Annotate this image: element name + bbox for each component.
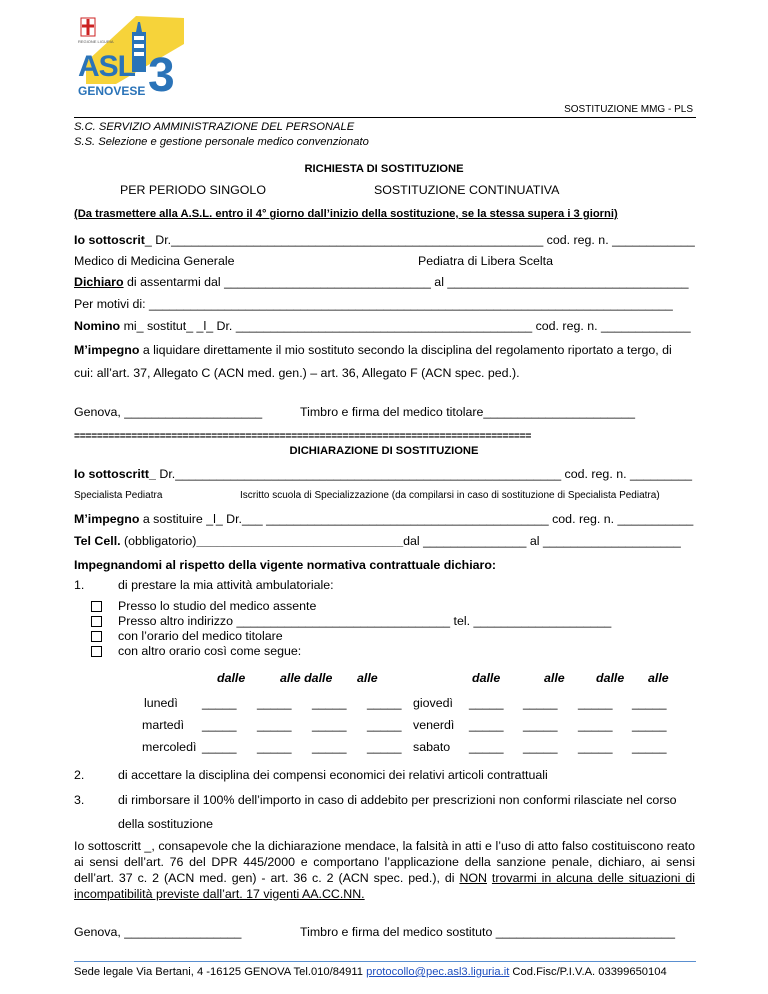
sched-head-dalle-3: dalle <box>472 671 501 685</box>
substitute-line: Io sottoscritt_ Dr.________________________________________________________ cod. reg. n. _________ <box>74 467 693 481</box>
absence-line: Dichiaro di assentarmi dal ______________________________ al ___________________________________ <box>74 275 689 289</box>
footer-rule <box>74 961 696 962</box>
blank-field[interactable]: _____ <box>523 696 558 710</box>
item-3-number: 3. <box>74 793 85 807</box>
requester-line: Io sottoscrit_ Dr.______________________________________________________ cod. reg. n. ____________ <box>74 233 695 247</box>
blank-field[interactable]: _____ <box>202 696 237 710</box>
sched-head-alle-3: alle <box>544 671 565 685</box>
sched-head-dalle-4: dalle <box>596 671 625 685</box>
spec-pediatra: Specialista Pediatra <box>74 490 163 501</box>
blank-field[interactable]: _____ <box>367 696 402 710</box>
item-3-text-2: della sostituzione <box>118 817 214 831</box>
dept-line-2: S.S. Selezione e gestione personale medico convenzionato <box>74 136 369 148</box>
day-giovedi: giovedì <box>413 696 453 710</box>
item-1-text: di prestare la mia attività ambulatoriale: <box>118 578 334 592</box>
blank-field[interactable]: _____ <box>632 718 667 732</box>
logo-number: 3 <box>148 49 175 102</box>
tel-line: Tel Cell. (obbligatorio)______________________________dal _______________ al ____________________ <box>74 534 681 548</box>
blank-field[interactable]: _____ <box>202 718 237 732</box>
svg-text:REGIONE LIGURIA: REGIONE LIGURIA <box>78 39 114 44</box>
checkbox-altro-indirizzo[interactable] <box>91 616 102 627</box>
blank-field[interactable]: _____ <box>312 696 347 710</box>
day-sabato: sabato <box>413 740 451 754</box>
blank-field[interactable]: _____ <box>367 718 402 732</box>
substitute-impegno: M’impegno a sostituire _l_ Dr.___ _________________________________________ cod. reg. n. ___________ <box>74 512 694 526</box>
blank-field[interactable]: _____ <box>523 718 558 732</box>
sostituto-genova: Genova, _________________ <box>74 925 242 939</box>
option-studio: Presso lo studio del medico assente <box>118 599 317 613</box>
option-single-period: PER PERIODO SINGOLO <box>120 183 266 197</box>
incompatibility-paragraph: Io sottoscritt _, consapevole che la dichiarazione mendace, la falsità in atti e l’uso di atto falso costituiscono reato ai sensi dell’art. 76 del DPR 445/2000 e comportano l’applicazione della sanzione penale, dichiaro, ai sensi dell’art. 37 c. 2 (ACN med. gen) - art. 36 c. 2 (ACN spec. ped.), di NON trovarmi in alcuna delle situazioni di incompatibilità previste dall’art. 17 vigenti AA.CC.NN. <box>74 839 695 901</box>
footer-text: Sede legale Via Bertani, 4 -16125 GENOVA Tel.010/84911 protocollo@pec.asl3.liguria.it Cod.Fisc/P.I.V.A. 03399650104 <box>74 966 667 978</box>
option-orario-titolare: con l’orario del medico titolare <box>118 629 283 643</box>
day-mercoledi: mercoledì <box>142 740 197 754</box>
blank-field[interactable]: _____ <box>523 740 558 754</box>
sched-head-alle-dalle: alle dalle <box>280 671 333 685</box>
blank-field[interactable]: _____ <box>469 740 504 754</box>
sched-head-dalle-1: dalle <box>217 671 246 685</box>
blank-field[interactable]: _____ <box>367 740 402 754</box>
iscritto-note: Iscritto scuola di Specializzazione (da compilarsi in caso di sostituzione di Specialista Pediatra) <box>240 490 660 501</box>
request-title: RICHIESTA DI SOSTITUZIONE <box>304 163 464 175</box>
blank-field[interactable]: _____ <box>469 696 504 710</box>
impegnandomi-line: Impegnandomi al rispetto della vigente normativa contrattuale dichiaro: <box>74 558 497 572</box>
impegno-line-2: cui: all’art. 37, Allegato C (ACN med. gen.) – art. 36, Allegato F (ACN spec. ped.). <box>74 366 520 380</box>
blank-field[interactable]: _____ <box>202 740 237 754</box>
blank-field[interactable]: _____ <box>257 718 292 732</box>
blank-field[interactable]: _____ <box>578 718 613 732</box>
role-mmg: Medico di Medicina Generale <box>74 254 235 268</box>
request-signature: Timbro e firma del medico titolare______________________ <box>300 405 636 419</box>
separator: ================================================================================ <box>74 431 532 442</box>
blank-field[interactable]: _____ <box>578 696 613 710</box>
day-venerdi: venerdì <box>413 718 455 732</box>
sched-head-alle-4: alle <box>648 671 669 685</box>
option-continuous: SOSTITUZIONE CONTINUATIVA <box>374 183 560 197</box>
day-lunedi: lunedì <box>144 696 178 710</box>
checkbox-studio[interactable] <box>91 601 102 612</box>
blank-field[interactable]: _____ <box>632 740 667 754</box>
transmission-note: (Da trasmettere alla A.S.L. entro il 4° giorno dall’inizio della sostituzione, se la stessa supera i 3 giorni) <box>74 208 618 220</box>
impegno-line: M’impegno a liquidare direttamente il mio sostituto secondo la disciplina del regolamento riportato a tergo, di <box>74 343 672 357</box>
nomino-line: Nomino mi_ sostitut_ _l_ Dr. ___________________________________________ cod. reg. n. _____________ <box>74 319 691 333</box>
request-genova: Genova, ____________________ <box>74 405 263 419</box>
blank-field[interactable]: _____ <box>257 696 292 710</box>
blank-field[interactable]: _____ <box>469 718 504 732</box>
blank-field[interactable]: _____ <box>578 740 613 754</box>
sostituto-signature: Timbro e firma del medico sostituto __________________________ <box>300 925 675 939</box>
asl3-logo <box>76 14 186 104</box>
option-altro-orario: con altro orario così come segue: <box>118 644 302 658</box>
day-martedi: martedì <box>142 718 185 732</box>
item-1-number: 1. <box>74 578 85 592</box>
footer-email-link[interactable]: protocollo@pec.asl3.liguria.it <box>366 966 510 978</box>
motivi-line: Per motivi di: ____________________________________________________________________________ <box>74 297 673 311</box>
item-2-text: di accettare la disciplina dei compensi economici dei relativi articoli contrattuali <box>118 768 548 782</box>
dept-line-1: S.C. SERVIZIO AMMINISTRAZIONE DEL PERSONALE <box>74 121 355 133</box>
sched-head-alle-2: alle <box>357 671 378 685</box>
checkbox-altro-orario[interactable] <box>91 646 102 657</box>
doc-code: SOSTITUZIONE MMG - PLS <box>564 104 693 115</box>
checkbox-orario-titolare[interactable] <box>91 631 102 642</box>
blank-field[interactable]: _____ <box>257 740 292 754</box>
declaration-title: DICHIARAZIONE DI SOSTITUZIONE <box>289 445 479 457</box>
logo-asl-text: ASL <box>78 50 135 83</box>
item-3-text: di rimborsare il 100% dell’importo in caso di addebito per prescrizioni non conformi rilasciate nel corso <box>118 793 677 807</box>
blank-field[interactable]: _____ <box>312 718 347 732</box>
item-2-number: 2. <box>74 768 85 782</box>
role-pls: Pediatra di Libera Scelta <box>418 254 554 268</box>
header-rule <box>74 117 696 118</box>
logo-genovese-text: GENOVESE <box>78 84 146 98</box>
option-altro-indirizzo: Presso altro indirizzo _______________________________ tel. ____________________ <box>118 614 612 628</box>
blank-field[interactable]: _____ <box>632 696 667 710</box>
blank-field[interactable]: _____ <box>312 740 347 754</box>
